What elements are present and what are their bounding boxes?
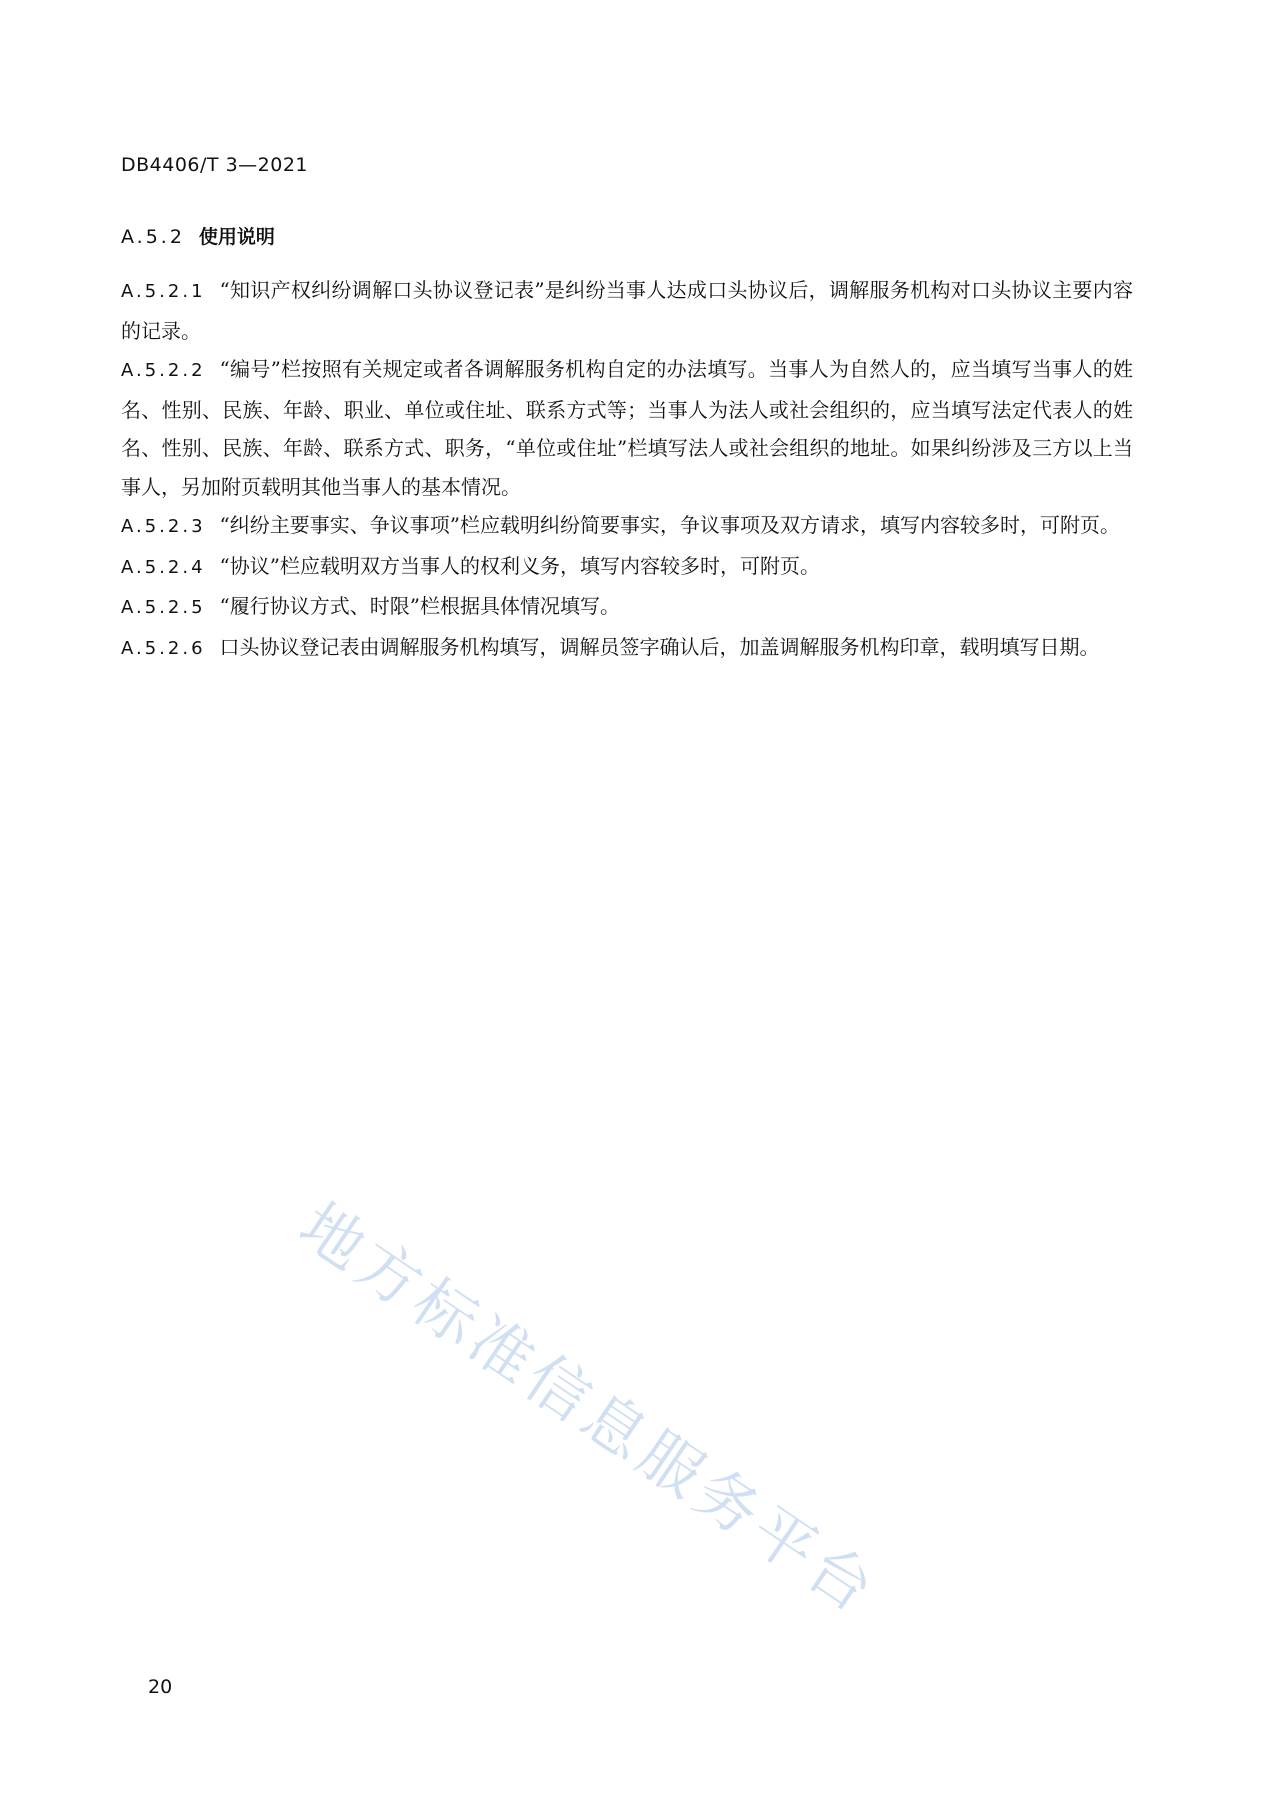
section-title: 使用说明 [198,226,275,248]
clause-number: A.5.2.2 [121,360,206,381]
watermark: 地方标准信息服务平台 [286,1188,892,1630]
clause-number: A.5.2.1 [121,281,206,302]
section-heading [121,222,275,249]
clause-text: 口头协议登记表由调解服务机构填写，调解员签字确认后，加盖调解服务机构印章，载明填写日期。 [219,634,1100,659]
page-number: 20 [148,1676,173,1698]
clause-number: A.5.2.3 [121,516,206,537]
clause-a5-2-5 [121,587,1133,628]
clause-number: A.5.2.6 [121,637,206,659]
clause-text: “协议”栏应载明双方当事人的权利义务，填写内容较多时，可附页。 [219,553,820,578]
clause-number: A.5.2.5 [121,597,206,618]
clause-list [121,271,1133,668]
clause-text: “纠纷主要事实、争议事项”栏应载明纠纷简要事实，争议事项及双方请求，填写内容较多时，可附页。 [219,513,1120,537]
clause-a5-2-1 [121,271,1133,350]
clause-text: “履行协议方式、时限”栏根据具体情况填写。 [219,594,620,618]
clause-number: A.5.2.4 [121,556,206,578]
section-number: A.5.2 [121,226,185,248]
clause-a5-2-3 [121,506,1133,547]
clause-a5-2-6 [121,628,1133,669]
clause-text: “知识产权纠纷调解口头协议登记表”是纠纷当事人达成口头协议后，调解服务机构对口头协议主要内容的记录。 [121,278,1133,343]
clause-a5-2-4 [121,547,1133,588]
clause-a5-2-2 [121,350,1133,506]
clause-text: “编号”栏按照有关规定或者各调解服务机构自定的办法填写。当事人为自然人的，应当填写当事人的姓名、性别、民族、年龄、职业、单位或住址、联系方式等；当事人为法人或社会组织的，应当填写法定代表人的姓名、性别、民族、年龄、联系方式、职务，“单位或住址”栏填写法人或社会组织的地址。如果纠纷涉及三方以上当事人，另加附页载明其他当事人的基本情况。 [121,357,1133,499]
document-code-header: DB4406/T 3—2021 [121,154,309,176]
